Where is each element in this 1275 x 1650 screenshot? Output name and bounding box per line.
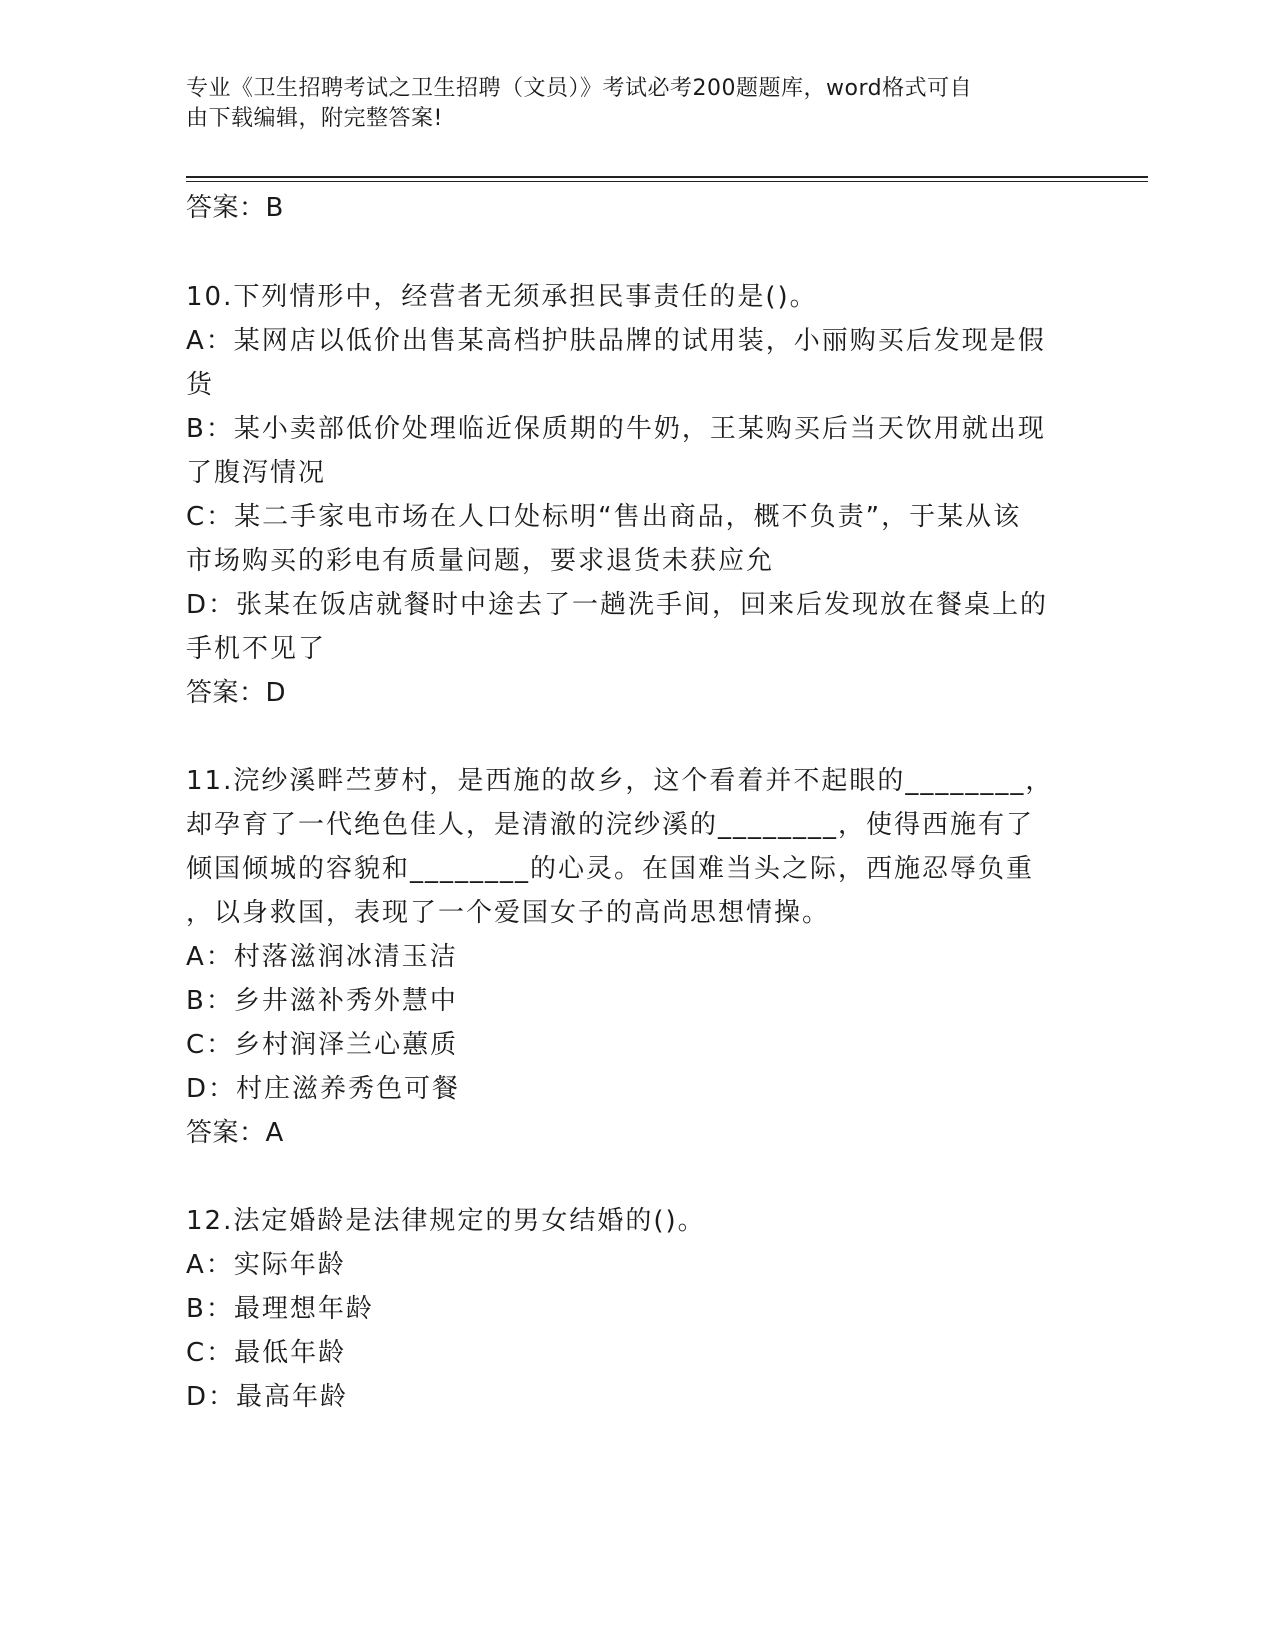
q11-option-a: A：村落滋润冰清玉洁 bbox=[186, 942, 458, 972]
q11-answer: 答案：A bbox=[186, 1118, 284, 1148]
q12-option-b: B：最理想年龄 bbox=[186, 1294, 374, 1324]
q11-stem-line3: 倾国倾城的容貌和________的心灵。在国难当头之际，西施忍辱负重 bbox=[186, 854, 1035, 884]
q10-option-a-line2: 货 bbox=[186, 370, 215, 400]
q10-option-a-line1: A：某网店以低价出售某高档护肤品牌的试用装，小丽购买后发现是假 bbox=[186, 326, 1046, 356]
q11-option-b: B：乡井滋补秀外慧中 bbox=[186, 986, 458, 1016]
document-header bbox=[186, 74, 1066, 134]
header-line-2: 由下载编辑，附完整答案! bbox=[186, 106, 443, 131]
header-line-1: 专业《卫生招聘考试之卫生招聘（文员）》考试必考200题题库，word格式可自 bbox=[186, 76, 973, 101]
q11-stem-line4: ，以身救国，表现了一个爱国女子的高尚思想情操。 bbox=[186, 898, 831, 928]
q10-option-c-line1: C：某二手家电市场在人口处标明“售出商品，概不负责”，于某从该 bbox=[186, 502, 1022, 532]
q12-option-d: D：最高年龄 bbox=[186, 1382, 349, 1412]
q10-stem: 10.下列情形中，经营者无须承担民事责任的是()。 bbox=[186, 282, 818, 312]
q10-option-c-line2: 市场购买的彩电有质量问题，要求退货未获应允 bbox=[186, 546, 775, 576]
header-rule-thick bbox=[186, 176, 1148, 178]
q10-option-d-line2: 手机不见了 bbox=[186, 634, 327, 664]
q9-answer: 答案：B bbox=[186, 193, 284, 223]
q11-option-c: C：乡村润泽兰心蕙质 bbox=[186, 1030, 459, 1060]
q11-stem-line1: 11.浣纱溪畔苎萝村，是西施的故乡，这个看着并不起眼的________， bbox=[186, 766, 1054, 796]
q11-stem-line2: 却孕育了一代绝色佳人，是清澈的浣纱溪的________，使得西施有了 bbox=[186, 810, 1035, 840]
header-rule-thin bbox=[186, 181, 1148, 182]
q10-option-b-line1: B：某小卖部低价处理临近保质期的牛奶，王某购买后当天饮用就出现 bbox=[186, 414, 1046, 444]
q11-option-d: D：村庄滋养秀色可餐 bbox=[186, 1074, 461, 1104]
q12-option-a: A：实际年龄 bbox=[186, 1250, 346, 1280]
q12-option-c: C：最低年龄 bbox=[186, 1338, 347, 1368]
q10-option-d-line1: D：张某在饭店就餐时中途去了一趟洗手间，回来后发现放在餐桌上的 bbox=[186, 590, 1049, 620]
q10-option-b-line2: 了腹泻情况 bbox=[186, 458, 327, 488]
q10-answer: 答案：D bbox=[186, 678, 287, 708]
q12-stem: 12.法定婚龄是法律规定的男女结婚的()。 bbox=[186, 1206, 706, 1236]
